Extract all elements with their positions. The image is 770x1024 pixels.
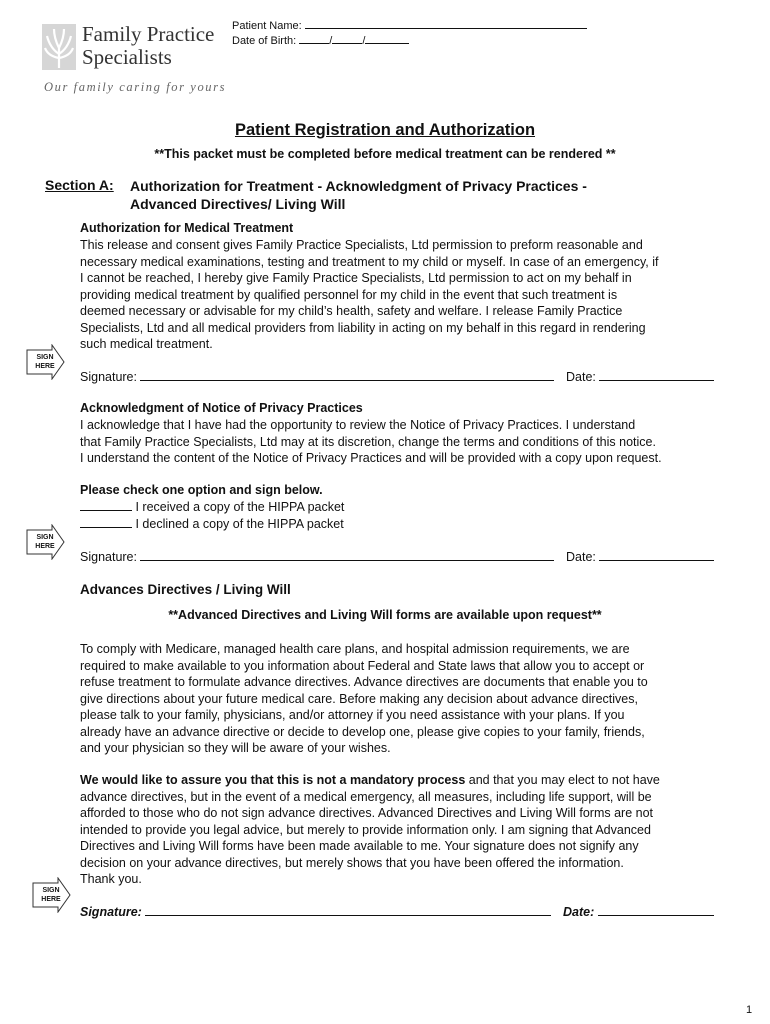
- paragraph-line: necessary medical examinations, testing and treatment to my child or myself. In case of an emergency, if: [80, 254, 659, 269]
- directives-date-field[interactable]: [563, 903, 714, 919]
- date-of-birth-field[interactable]: [232, 33, 409, 47]
- paragraph-line: refuse treatment to formulate advance directives. Advance directives are documents that enable you to: [80, 675, 648, 689]
- signature-label: Signature:: [80, 370, 137, 384]
- paragraph-line: afforded to those who do not sign advance directives. Advanced Directives and Living Will forms are not: [80, 806, 653, 820]
- signature-label: Signature:: [80, 905, 142, 919]
- logo-tagline: Our family caring for yours: [44, 80, 227, 94]
- date-blank[interactable]: [599, 548, 714, 561]
- paragraph-line: I cannot be reached, I hereby give Family Practice Specialists, Ltd permission to act on my behalf in: [80, 271, 632, 285]
- packet-notice: **This packet must be completed before medical treatment can be rendered **: [154, 147, 616, 161]
- paragraph-line: providing medical treatment by qualified personnel for my child in the event that such treatment is: [80, 287, 618, 302]
- sign-here-arrow-icon: [32, 877, 72, 913]
- paragraph-line: I acknowledge that I have had the opportunity to review the Notice of Privacy Practices. I understand: [80, 418, 636, 432]
- sign-here-text: HERE: [41, 896, 61, 903]
- sign-here-text: HERE: [35, 363, 55, 370]
- privacy-paragraph: [80, 417, 740, 467]
- dob-month-blank[interactable]: [299, 33, 329, 44]
- paragraph-line: decision on your advance directives, but merely shows that you have been offered the information.: [80, 855, 624, 870]
- sign-here-arrow-icon: [26, 344, 66, 380]
- auth-signature-field[interactable]: [80, 368, 554, 384]
- directives-paragraph-1: [80, 641, 745, 757]
- paragraph-line: Directives and Living Will forms have been made available to me. Your signature does not signify any: [80, 839, 639, 853]
- paragraph-line: required to make available to you information about Federal and State laws that allow you to accept or: [80, 658, 645, 673]
- sign-here-text: SIGN: [42, 887, 60, 894]
- section-a-title-line: Advanced Directives/ Living Will: [130, 196, 346, 212]
- patient-name-field[interactable]: [232, 18, 587, 32]
- privacy-signature-field[interactable]: [80, 548, 554, 564]
- signature-blank[interactable]: [140, 548, 554, 561]
- paragraph-line: Thank you.: [80, 872, 142, 886]
- paragraph-line: and your physician so they will be aware of your wishes.: [80, 741, 391, 755]
- checkbox-blank[interactable]: [80, 515, 132, 528]
- directives-heading: Advances Directives / Living Will: [80, 582, 291, 597]
- paragraph-line: please talk to your family, physicians, and/or attorney if you need assistance with your plans. If you: [80, 708, 625, 722]
- date-blank[interactable]: [599, 368, 714, 381]
- directives-signature-field[interactable]: [80, 903, 551, 919]
- dob-label: Date of Birth:: [232, 35, 297, 47]
- sign-here-text: SIGN: [36, 354, 54, 361]
- auth-heading: Authorization for Medical Treatment: [80, 221, 294, 235]
- check-option-heading: Please check one option and sign below.: [80, 483, 323, 497]
- hipaa-declined-option[interactable]: [80, 515, 344, 531]
- section-a-label: Section A:: [45, 177, 114, 193]
- date-label: Date:: [566, 550, 596, 564]
- paragraph-line: Specialists, Ltd and all medical providers from liability in acting on my behalf in this regard in rendering: [80, 320, 646, 335]
- page-number: 1: [746, 1004, 753, 1016]
- auth-date-field[interactable]: [566, 368, 714, 384]
- sign-here-text: HERE: [35, 543, 55, 550]
- paragraph-line: intended to provide you legal advice, but merely to provide information only. I am signing that Advanced: [80, 822, 651, 837]
- section-a-title-line: Authorization for Treatment - Acknowledgment of Privacy Practices -: [130, 178, 587, 194]
- page-title: Patient Registration and Authorization: [234, 121, 536, 139]
- dob-day-blank[interactable]: [332, 33, 362, 44]
- date-label: Date:: [566, 370, 596, 384]
- dob-year-blank[interactable]: [365, 33, 409, 44]
- patient-name-label: Patient Name:: [232, 20, 302, 32]
- hipaa-received-option[interactable]: [80, 498, 344, 514]
- paragraph-line: give directions about your future medical care. Before making any decision about advance directives,: [80, 691, 638, 706]
- patient-name-blank[interactable]: [305, 18, 587, 29]
- paragraph-line: advance directives, but in the event of a medical emergency, all measures, including life support, will be: [80, 789, 652, 804]
- paragraph-text: and that you may elect to not have: [465, 773, 660, 787]
- mandatory-notice-bold: We would like to assure you that this is not a mandatory process: [80, 773, 466, 787]
- logo-name-line1: Family Practice: [82, 22, 215, 46]
- sign-here-text: SIGN: [36, 534, 54, 541]
- paragraph-line: I understand the content of the Notice of Privacy Practices and will be provided with a copy upon request.: [80, 451, 662, 465]
- directives-paragraph-2: [80, 772, 745, 888]
- date-blank[interactable]: [598, 903, 714, 916]
- privacy-heading: Acknowledgment of Notice of Privacy Practices: [80, 401, 363, 415]
- option-label: I received a copy of the HIPPA packet: [135, 500, 345, 514]
- sign-here-arrow-icon: [26, 524, 66, 560]
- signature-blank[interactable]: [140, 368, 554, 381]
- dob-separator: /: [329, 35, 333, 47]
- section-a-title: [130, 177, 690, 213]
- date-label: Date:: [563, 905, 595, 919]
- paragraph-line: [80, 772, 745, 789]
- paragraph-line: such medical treatment.: [80, 337, 213, 351]
- paragraph-line: deemed necessary or advisable for my child’s health, safety and welfare. I release Family Practice: [80, 304, 623, 318]
- auth-paragraph: [80, 237, 740, 353]
- option-label: I declined a copy of the HIPPA packet: [135, 517, 344, 531]
- logo-name-line2: Specialists: [82, 45, 172, 69]
- paragraph-line: This release and consent gives Family Practice Specialists, Ltd permission to preform reasonable and: [80, 238, 643, 252]
- paragraph-line: already have an advance directive or decide to develop one, please give copies to your family, friends,: [80, 724, 645, 739]
- signature-blank[interactable]: [145, 903, 551, 916]
- privacy-date-field[interactable]: [566, 548, 714, 564]
- paragraph-line: To comply with Medicare, managed health care plans, and hospital admission requirements, we are: [80, 642, 630, 656]
- signature-label: Signature:: [80, 550, 137, 564]
- paragraph-line: that Family Practice Specialists, Ltd may at its discretion, change the terms and conditions of this notice.: [80, 434, 656, 449]
- checkbox-blank[interactable]: [80, 498, 132, 511]
- dob-separator: /: [362, 35, 366, 47]
- directives-note: **Advanced Directives and Living Will forms are available upon request**: [168, 608, 602, 622]
- family-tree-logo-icon: [42, 24, 76, 70]
